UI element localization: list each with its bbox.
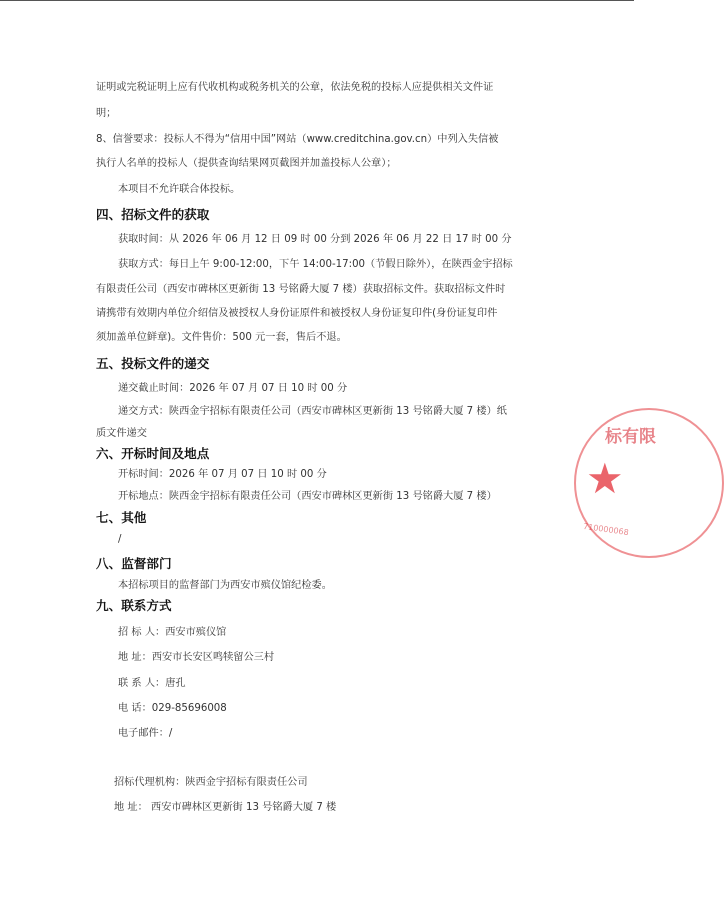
text-line: 本项目不允许联合体投标。 xyxy=(118,184,241,195)
section-heading-7: 七、其他 xyxy=(96,510,147,525)
text-line: / xyxy=(118,534,122,545)
text-line: 质文件递交 xyxy=(96,428,147,439)
text-line: 执行人名单的投标人（提供查询结果网页截图并加盖投标人公章）； xyxy=(96,158,397,169)
text-line: 须加盖单位鲜章)。文件售价：500 元一套，售后不退。 xyxy=(96,332,347,343)
text-line: 递交方式：陕西金宇招标有限责任公司（西安市碑林区更新街 13 号铭爵大厦 7 楼）纸 xyxy=(118,406,507,417)
contact-tenderer: 招 标 人：西安市殡仪馆 xyxy=(118,627,227,638)
text-line: 获取方式：每日上午 9:00-12:00，下午 14:00-17:00（节假日除外），在陕西金宇招标 xyxy=(118,259,513,270)
seal-number: 710000068 xyxy=(582,521,630,538)
text-line: 递交截止时间：2026 年 07 月 07 日 10 时 00 分 xyxy=(118,383,348,394)
contact-email: 电子邮件：/ xyxy=(118,728,173,739)
text-line: 有限责任公司（西安市碑林区更新街 13 号铭爵大厦 7 楼）获取招标文件。获取招标文件时 xyxy=(96,284,506,295)
seal-text: 标有限 xyxy=(605,427,656,447)
top-edge-line xyxy=(0,0,634,1)
text-line: 8、信誉要求：投标人不得为“信用中国”网站（www.creditchina.gov.cn）中列入失信被 xyxy=(96,134,499,145)
section-heading-4: 四、招标文件的获取 xyxy=(96,207,210,222)
text-line: 本招标项目的监督部门为西安市殡仪馆纪检委。 xyxy=(118,580,332,591)
agency-name: 招标代理机构：陕西金宇招标有限责任公司 xyxy=(114,777,308,788)
contact-address: 地 址：西安市长安区鸣犊留公三村 xyxy=(118,652,275,663)
text-line: 证明或完税证明上应有代收机构或税务机关的公章，依法免税的投标人应提供相关文件证 xyxy=(96,82,494,93)
contact-person: 联 系 人：唐孔 xyxy=(118,678,186,689)
section-heading-5: 五、投标文件的递交 xyxy=(96,356,210,371)
text-line: 开标时间：2026 年 07 月 07 日 10 时 00 分 xyxy=(118,469,327,480)
text-line: 请携带有效期内单位介绍信及被授权人身份证原件和被授权人身份证复印件(身份证复印件 xyxy=(96,308,498,319)
seal-star-icon: ★ xyxy=(586,454,624,503)
text-line: 明； xyxy=(96,108,117,119)
section-heading-6: 六、开标时间及地点 xyxy=(96,446,210,461)
text-line: 获取时间：从 2026 年 06 月 12 日 09 时 00 分到 2026 年 06 月 22 日 17 时 00 分 xyxy=(118,234,512,245)
section-heading-8: 八、监督部门 xyxy=(96,556,172,571)
contact-phone: 电 话：029-85696008 xyxy=(118,703,227,714)
section-heading-9: 九、联系方式 xyxy=(96,598,172,613)
agency-address: 地 址： 西安市碑林区更新街 13 号铭爵大厦 7 楼 xyxy=(114,802,337,813)
text-line: 开标地点：陕西金宇招标有限责任公司（西安市碑林区更新街 13 号铭爵大厦 7 楼） xyxy=(118,491,497,502)
